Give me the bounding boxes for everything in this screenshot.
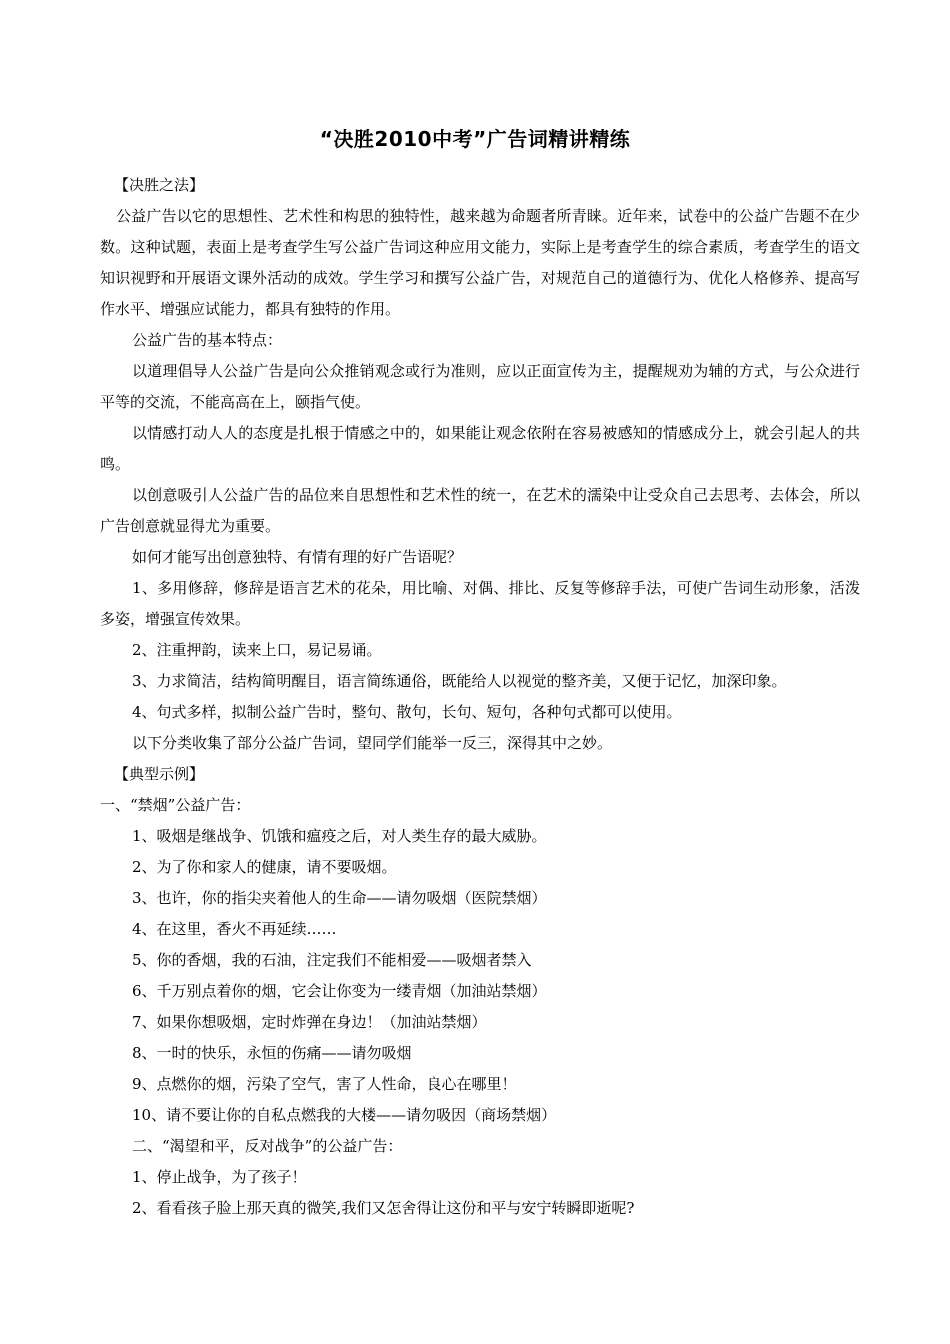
- section-heading-examples: 【典型示例】: [114, 765, 205, 783]
- example-item: 3、也许，你的指尖夹着他人的生命——请勿吸烟（医院禁烟）: [132, 889, 547, 907]
- tip-item: 3、力求简洁，结构简明醒目，语言简练通俗，既能给人以视觉的整齐美，又便于记忆，加深印象。: [132, 672, 787, 690]
- tip-item: 1、多用修辞，修辞是语言艺术的花朵，用比喻、对偶、排比、反复等修辞手法，可使广告词生动形象，活泼多姿，增强宣传效果。: [100, 579, 860, 628]
- category-heading-smoking: 一、“禁烟”公益广告：: [100, 796, 251, 814]
- feature-emotion-paragraph: 以情感打动人人的态度是扎根于情感之中的，如果能让观念依附在容易被感知的情感成分上，就会引起人的共鸣。: [100, 424, 860, 473]
- question-paragraph: 如何才能写出创意独特、有情有理的好广告语呢？: [132, 548, 463, 566]
- example-item: 9、点燃你的烟，污染了空气，害了人性命，良心在哪里！: [132, 1075, 517, 1093]
- collection-intro-paragraph: 以下分类收集了部分公益广告词，望同学们能举一反三，深得其中之妙。: [132, 734, 613, 752]
- example-item: 5、你的香烟，我的石油，注定我们不能相爱——吸烟者禁入: [132, 951, 532, 969]
- example-item: 6、千万别点着你的烟，它会让你变为一缕青烟（加油站禁烟）: [132, 982, 547, 1000]
- example-item: 1、停止战争，为了孩子！: [132, 1168, 307, 1186]
- document-title: “决胜2010中考”广告词精讲精练: [319, 127, 631, 151]
- example-item: 4、在这里，香火不再延续……: [132, 920, 337, 938]
- example-item: 8、一时的快乐，永恒的伤痛——请勿吸烟: [132, 1044, 412, 1062]
- document-body: [100, 170, 860, 1224]
- feature-creativity-paragraph: 以创意吸引人公益广告的品位来自思想性和艺术性的统一，在艺术的濡染中让受众自己去思考、去体会，所以广告创意就显得尤为重要。: [100, 486, 860, 535]
- example-item: 2、为了你和家人的健康，请不要吸烟。: [132, 858, 397, 876]
- features-heading: 公益广告的基本特点：: [132, 331, 283, 349]
- example-item: 7、如果你想吸烟，定时炸弹在身边！（加油站禁烟）: [132, 1013, 487, 1031]
- example-item: 10、请不要让你的自私点燃我的大楼——请勿吸因（商场禁烟）: [132, 1106, 557, 1124]
- tip-item: 4、句式多样，拟制公益广告时，整句、散句，长句、短句，各种句式都可以使用。: [132, 703, 682, 721]
- intro-paragraph: 公益广告以它的思想性、艺术性和构思的独特性，越来越为命题者所青睐。近年来，试卷中的公益广告题不在少数。这种试题，表面上是考查学生写公益广告词这种应用文能力，实际上是考查学生的综合素质，考查学生的语文知识视野和开展语文课外活动的成效。学生学习和撰写公益广告，对规范自己的道德行为、优化人格修养、提高写作水平、增强应试能力，都具有独特的作用。: [100, 207, 860, 318]
- category-heading-peace: 二、“渴望和平，反对战争”的公益广告：: [132, 1137, 403, 1155]
- tip-item: 2、注重押韵，读来上口，易记易诵。: [132, 641, 382, 659]
- feature-reason-paragraph: 以道理倡导人公益广告是向公众推销观念或行为准则，应以正面宣传为主，提醒规劝为辅的方式，与公众进行平等的交流，不能高高在上，颐指气使。: [100, 362, 860, 411]
- section-heading-method: 【决胜之法】: [114, 176, 205, 194]
- example-item: 1、吸烟是继战争、饥饿和瘟疫之后，对人类生存的最大威胁。: [132, 827, 547, 845]
- example-item: 2、看看孩子脸上那天真的微笑,我们又怎舍得让这份和平与安宁转瞬即逝呢?: [132, 1199, 635, 1217]
